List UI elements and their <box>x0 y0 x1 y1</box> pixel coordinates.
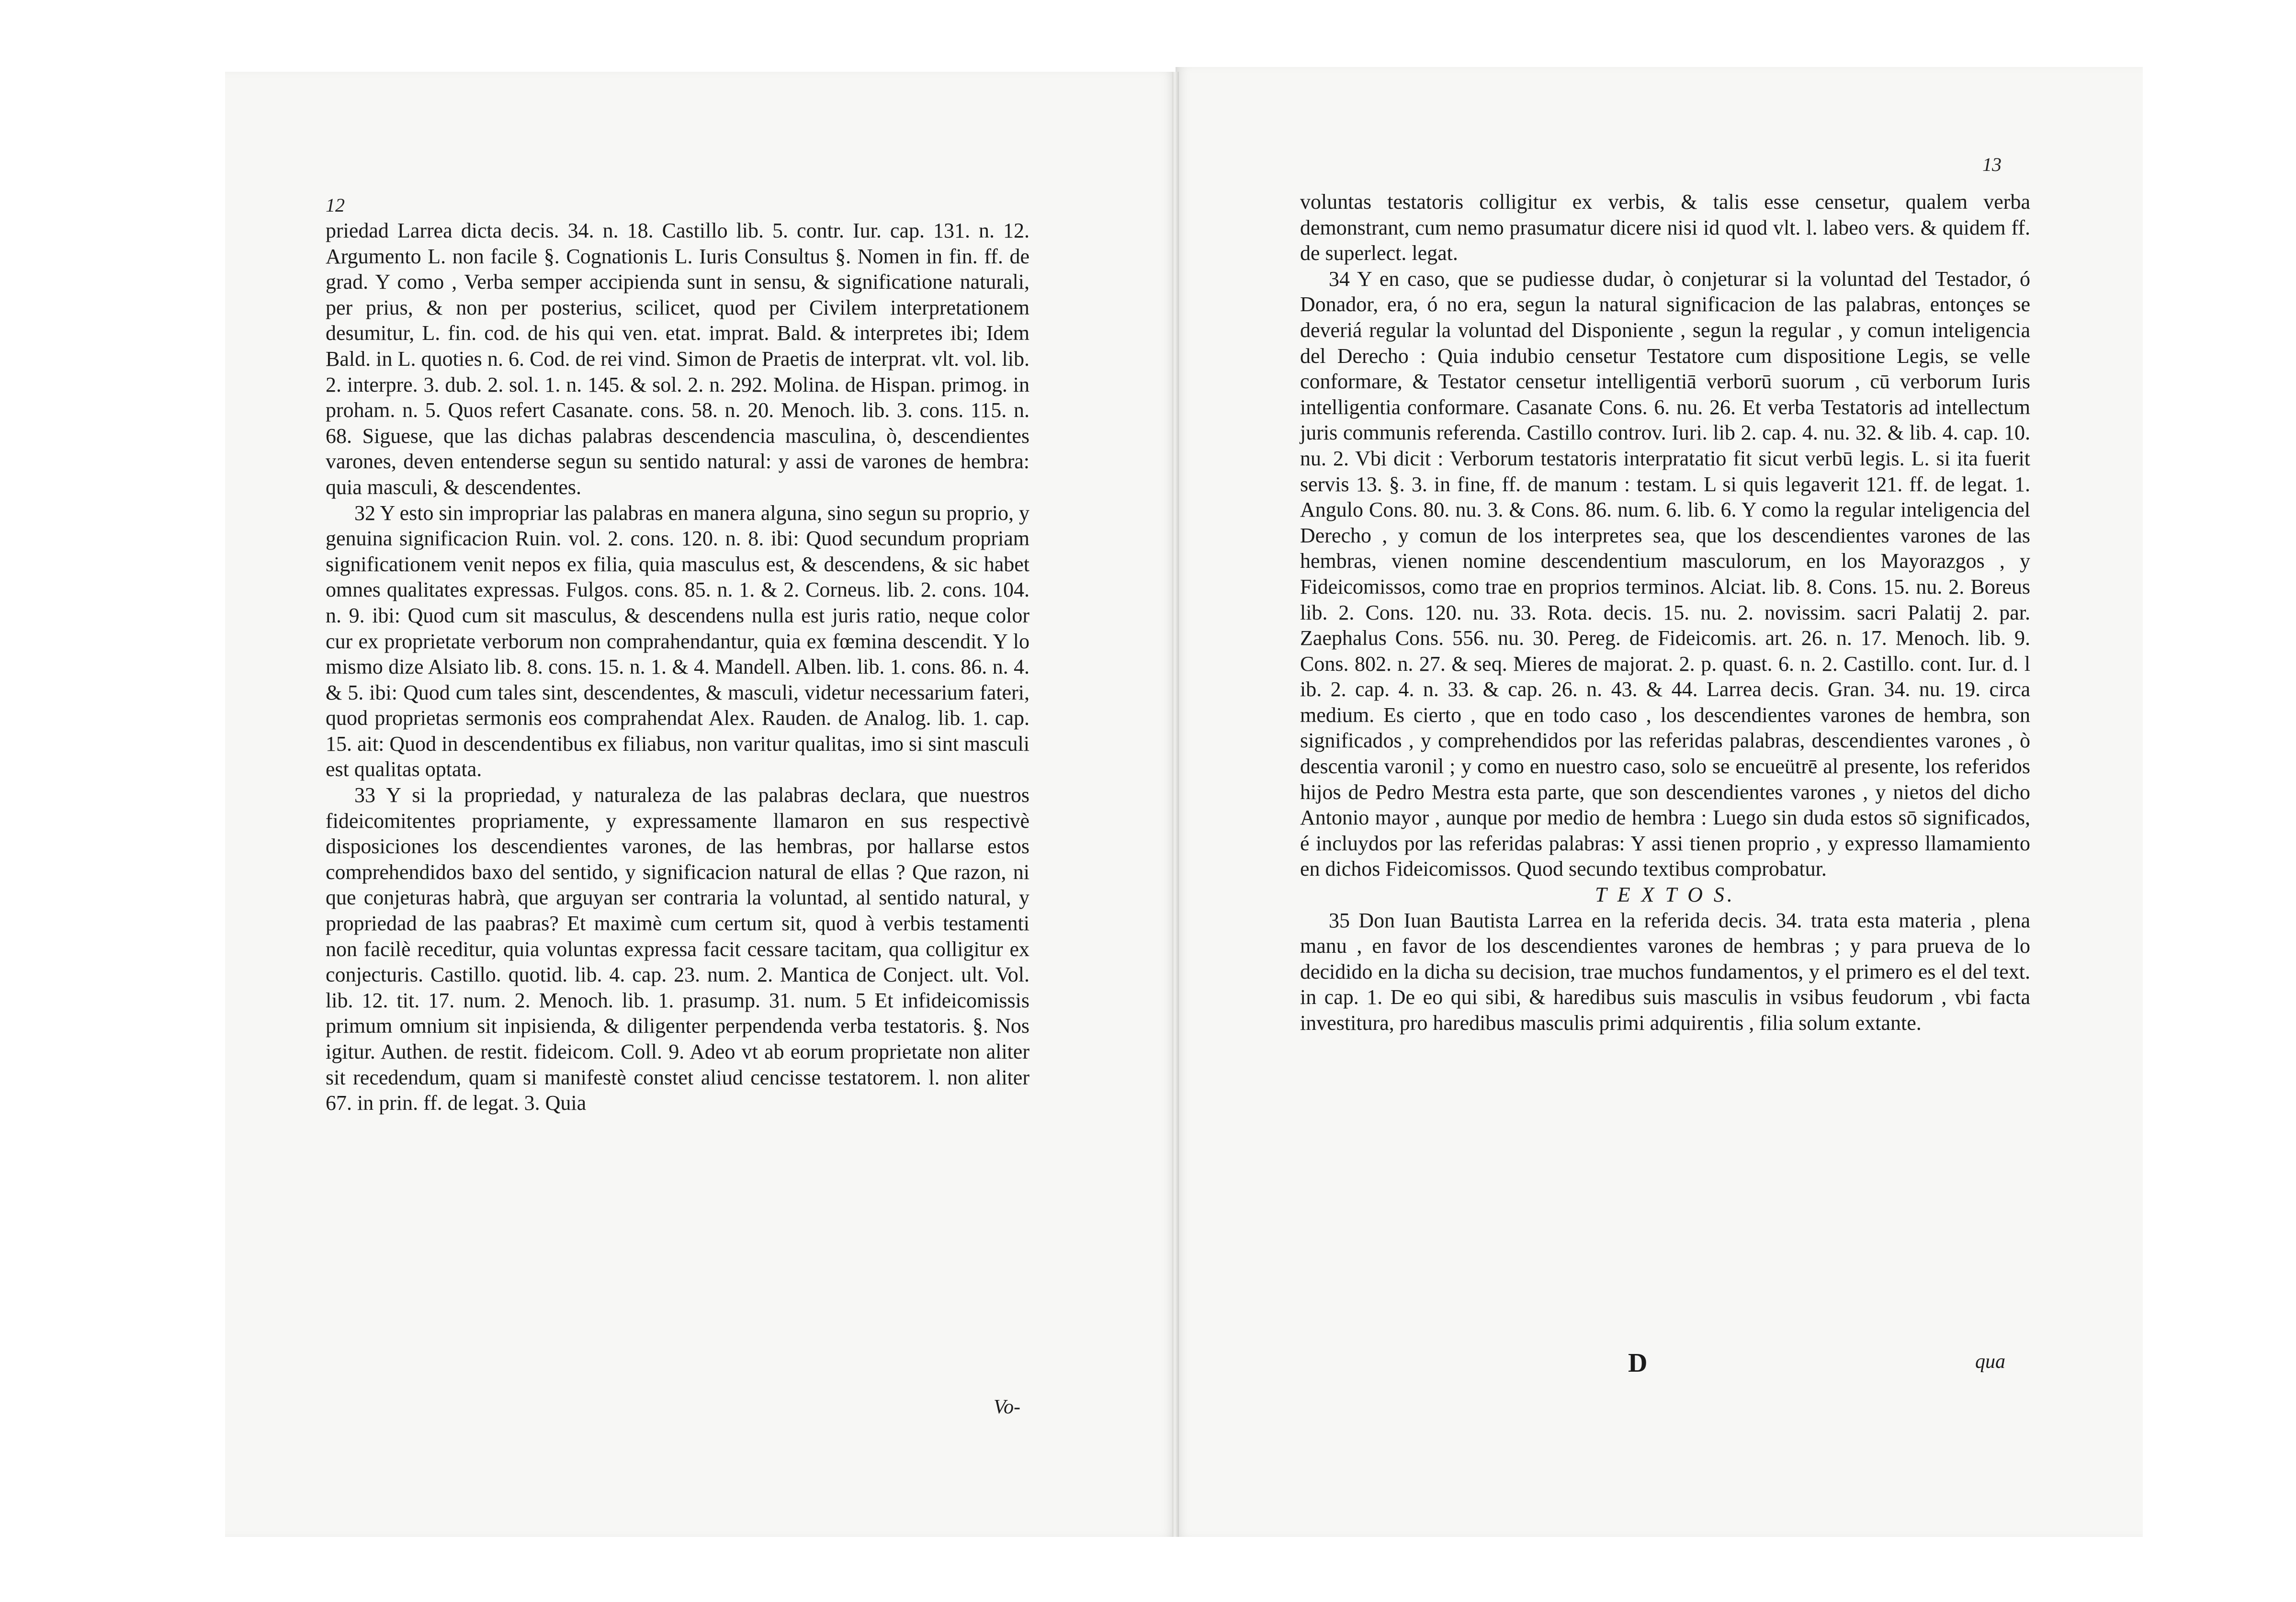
right-page-number: 13 <box>1982 154 2002 175</box>
paragraph-continuation: voluntas testatoris colligitur ex verbis, & talis esse censetur, qualem verba demonstrant, cum nemo prasumatur dicere nisi id quod vlt. l. labeo vers. & quidem ff. de superlect. legat. <box>1300 190 2030 265</box>
right-page-text <box>1300 189 2030 1036</box>
signature-mark: D <box>1628 1348 1648 1378</box>
right-catchword: qua <box>1975 1351 2005 1373</box>
paragraph-33: 33 Y si la propriedad, y naturaleza de las palabras declara, que nuestros fideicomitentes propriamente, y expressamente llamaron en sus respectivè disposiciones los descendientes varones, de las hembras, por hallarse estos comprehendidos baxo del sentido, y significacion natural de ellas ? Que razon, ni que conjeturas habrà, que arguyan ser contraria la voluntad, al sentido natural, y propriedad de las paabras? Et maximè cum certum sit, quod à verbis testamenti non facilè receditur, quia voluntas expressa facit cessare tacitam, qua colligitur ex conjecturis. Castillo. quotid. lib. 4. cap. 23. num. 2. Mantica de Conject. ult. Vol. lib. 12. tit. 17. num. 2. Menoch. lib. 1. prasump. 31. num. 5 Et infideicomissis primum omnium sit inpisienda, & diligenter perpendenda verba testatoris. §. Nos igitur. Authen. de restit. fideicom. Coll. 9. Adeo vt ab eorum proprietate non aliter sit recedendum, quam si manifestè constet aliud cencisse testatorem. l. non aliter 67. in prin. ff. de legat. 3. Quia <box>326 783 1029 1115</box>
paragraph-31: priedad Larrea dicta decis. 34. n. 18. Castillo lib. 5. contr. Iur. cap. 131. n. 12. Argumento L. non facile §. Cognationis L. Iuris Consultus §. Nomen in fin. ff. de grad. Y como , Verba semper accipienda sunt in sensu, & significatione naturali, per prius, & non per posterius, scilicet, quod per Civilem interpretationem desumitur, L. fin. cod. de his qui ven. etat. imprat. Bald. & interpretes ibi; Idem Bald. in L. quoties n. 6. Cod. de rei vind. Simon de Praetis de interprat. vlt. vol. lib. 2. interpre. 3. dub. 2. sol. 1. n. 145. & sol. 2. n. 292. Molina. de Hispan. primog. in proham. n. 5. Quos refert Casanate. cons. 58. n. 20. Menoch. lib. 3. cons. 115. n. 68. Siguese, que las dichas palabras descendencia masculina, ò, descendientes varones, deven entenderse segun su sentido natural: y assi de varones de hembra: quia masculi, & descendentes. <box>326 219 1029 499</box>
book-gutter <box>1172 72 1179 1537</box>
left-catchword: Vo- <box>994 1396 1020 1418</box>
paragraph-32: 32 Y esto sin impropriar las palabras en manera alguna, sino segun su proprio, y genuina significacion Ruin. vol. 2. cons. 120. n. 8. ibi: Quod secundum propriam significationem venit nepos ex filia, quia masculus est, & descendens, & sic habet omnes qualitates expressas. Fulgos. cons. 85. n. 1. & 2. Corneus. lib. 2. cons. 104. n. 9. ibi: Quod cum sit masculus, & descendens nulla est juris ratio, neque color cur ex proprietate verborum non comprahendantur, quia ex fœmina descendit. Y lo mismo dize Alsiato lib. 8. cons. 15. n. 1. & 4. Mandell. Alben. lib. 1. cons. 86. n. 4. & 5. ibi: Quod cum tales sint, descendentes, & masculi, videtur necessarium fateri, quod proprietas sermonis eos comprahendat Alex. Rauden. de Analog. lib. 1. cap. 15. ait: Quod in descendentibus ex filiabus, non varitur qualitas, imo si sint masculi est qualitas optata. <box>326 501 1029 781</box>
section-heading-textos: T E X T O S. <box>1595 883 1735 907</box>
left-page-number: 12 <box>326 194 345 216</box>
paragraph-35: 35 Don Iuan Bautista Larrea en la referida decis. 34. trata esta materia , plena manu , en favor de los descendientes varones de hembras ; y para prueva de lo decidido en la dicha su decision, trae muchos fundamentos, y el primero es el del text. in cap. 1. De eo qui sibi, & haredibus suis masculis in vsibus feudorum , vbi facta investitura, pro haredibus masculis primi adquirentis , filia solum extante. <box>1300 908 2030 1035</box>
paragraph-34: 34 Y en caso, que se pudiesse dudar, ò conjeturar si la voluntad del Testador, ó Donador, era, ó no era, segun la natural significacion de las palabras, entonçes se deveriá regular la voluntad del Disponiente , segun la regular , y comun inteligencia del Derecho : Quia indubio censetur Testatore cum dispositione Legis, se velle conformare, & Testator censetur intelligentiā verborū suorum , cū verborum Iuris intelligentia conformare. Casanate Cons. 6. nu. 26. Et verba Testatoris ad intellectum juris communis referenda. Castillo controv. Iuri. lib 2. cap. 4. nu. 32. & lib. 4. cap. 10. nu. 2. Vbi dicit : Verborum testatoris interpratatio fit sicut verbū legis. L. si ita fuerit servis 13. §. 3. in fine, ff. de manum : testam. L si quis legaverit 121. ff. de legat. 1. Angulo Cons. 80. nu. 3. & Cons. 86. num. 6. lib. 6. Y como la regular inteligencia del Derecho , y comun de los interpretes sea, que los descendientes varones de las hembras, vienen nomine descendentium masculorum, en los Mayorazgos , y Fideicomissos, como trae en proprios terminos. Alciat. lib. 8. Cons. 15. nu. 2. Boreus lib. 2. Cons. 120. nu. 33. Rota. decis. 15. nu. 2. novissim. sacri Palatij 2. par. Zaephalus Cons. 556. nu. 30. Pereg. de Fideicomis. art. 26. n. 17. Menoch. lib. 9. Cons. 802. n. 27. & seq. Mieres de majorat. 2. p. quast. 6. n. 2. Castillo. cont. Iur. d. l ib. 2. cap. 4. n. 33. & cap. 26. n. 43. & 44. Larrea decis. Gran. 34. nu. 19. circa medium. Es cierto , que en todo caso , los descendientes varones de hembra, son significados , y comprehendidos por las referidas palabras, descendientes varones , ò descentia varonil ; y como en nuestro caso, solo se encueütrē al presente, los referidos hijos de Pedro Mestra esta parte, que son descendientes varones , y nietos del dicho Antonio mayor , aunque por medio de hembra : Luego sin duda estos sō significados, é incluydos por las referidas palabras: Y assi tienen proprio , y expresso llamamiento en dichos Fideicomissos. Quod secundo textibus comprobatur. <box>1300 267 2030 881</box>
left-page-text <box>326 218 1029 1116</box>
